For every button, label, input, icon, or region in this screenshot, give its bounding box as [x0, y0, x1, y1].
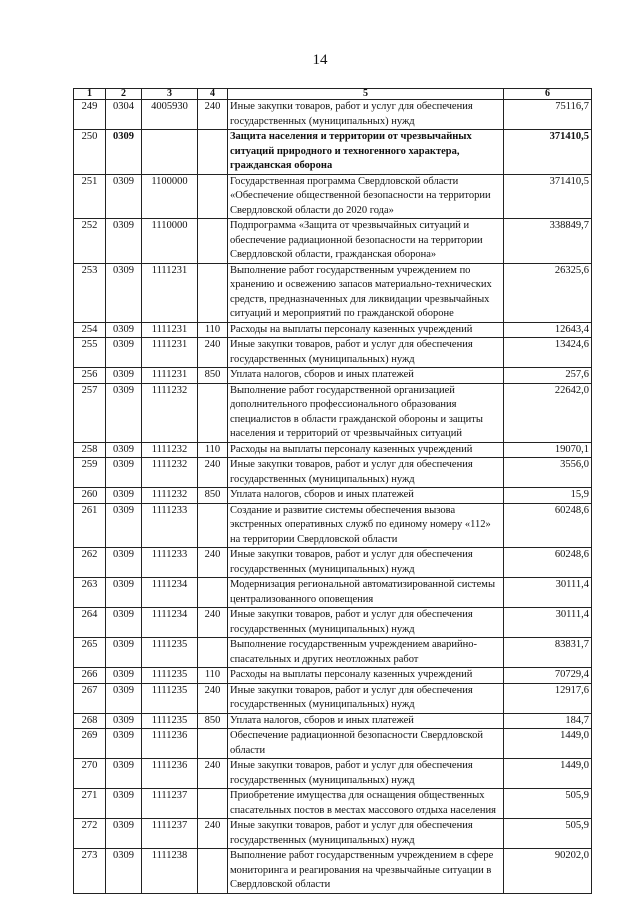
target-item-code-cell: 1111232 — [142, 442, 198, 458]
target-item-code-cell: 1111237 — [142, 819, 198, 849]
item-name-cell: Подпрограмма «Защита от чрезвычайных ситуаций и обеспечение радиационной безопасности на территории Свердловской области, гражданская оборона» — [228, 219, 504, 264]
amount-cell: 26325,6 — [504, 263, 592, 322]
section-code-cell: 0309 — [106, 729, 142, 759]
table-row — [74, 608, 592, 638]
expense-type-code-cell — [198, 729, 228, 759]
row-number-cell: 266 — [74, 668, 106, 684]
section-code-cell: 0309 — [106, 219, 142, 264]
row-number-cell: 267 — [74, 683, 106, 713]
expense-type-code-cell — [198, 849, 228, 894]
amount-cell: 505,9 — [504, 819, 592, 849]
expense-type-code-cell: 850 — [198, 713, 228, 729]
expense-type-code-cell: 110 — [198, 322, 228, 338]
target-item-code-cell: 1111236 — [142, 759, 198, 789]
row-number-cell: 268 — [74, 713, 106, 729]
section-code-cell: 0309 — [106, 383, 142, 442]
expense-type-code-cell: 240 — [198, 759, 228, 789]
table-row — [74, 442, 592, 458]
section-code-cell: 0309 — [106, 488, 142, 504]
section-code-cell: 0309 — [106, 683, 142, 713]
item-name-cell: Расходы на выплаты персоналу казенных учреждений — [228, 442, 504, 458]
item-name-cell: Модернизация региональной автоматизированной системы централизованного оповещения — [228, 578, 504, 608]
row-number-cell: 250 — [74, 130, 106, 175]
section-code-cell: 0309 — [106, 368, 142, 384]
amount-cell: 70729,4 — [504, 668, 592, 684]
expense-type-code-cell: 240 — [198, 338, 228, 368]
target-item-code-cell: 1111232 — [142, 383, 198, 442]
item-name-cell: Выполнение работ государственным учреждением в сфере мониторинга и реагирования на чрезвычайные ситуации в Свердловской области — [228, 849, 504, 894]
expense-type-code-cell — [198, 174, 228, 219]
expense-type-code-cell — [198, 130, 228, 175]
target-item-code-cell: 1111231 — [142, 368, 198, 384]
expense-type-code-cell — [198, 638, 228, 668]
section-code-cell: 0309 — [106, 789, 142, 819]
row-number-cell: 255 — [74, 338, 106, 368]
target-item-code-cell: 1111235 — [142, 638, 198, 668]
column-header-1: 1 — [74, 89, 106, 100]
item-name-cell: Защита населения и территории от чрезвычайных ситуаций природного и техногенного характера, гражданская оборона — [228, 130, 504, 175]
row-number-cell: 263 — [74, 578, 106, 608]
row-number-cell: 254 — [74, 322, 106, 338]
table-row — [74, 668, 592, 684]
table-row — [74, 789, 592, 819]
table-row — [74, 578, 592, 608]
table-row — [74, 729, 592, 759]
table-row — [74, 458, 592, 488]
target-item-code-cell: 1111231 — [142, 263, 198, 322]
row-number-cell: 257 — [74, 383, 106, 442]
target-item-code-cell: 1111235 — [142, 668, 198, 684]
amount-cell: 1449,0 — [504, 759, 592, 789]
target-item-code-cell: 1111237 — [142, 789, 198, 819]
section-code-cell: 0309 — [106, 503, 142, 548]
item-name-cell: Расходы на выплаты персоналу казенных учреждений — [228, 322, 504, 338]
table-row — [74, 759, 592, 789]
item-name-cell: Приобретение имущества для оснащения общественных спасательных постов в местах массового отдыха населения — [228, 789, 504, 819]
item-name-cell: Выполнение работ государственной организацией дополнительного профессионального образования специалистов в области гражданской обороны и защиты населения и территорий от чрезвычайных ситуаций — [228, 383, 504, 442]
section-code-cell: 0309 — [106, 263, 142, 322]
column-header-4: 4 — [198, 89, 228, 100]
amount-cell: 371410,5 — [504, 130, 592, 175]
column-header-6: 6 — [504, 89, 592, 100]
section-code-cell: 0309 — [106, 174, 142, 219]
expense-type-code-cell — [198, 219, 228, 264]
amount-cell: 3556,0 — [504, 458, 592, 488]
table-row — [74, 100, 592, 130]
row-number-cell: 261 — [74, 503, 106, 548]
row-number-cell: 260 — [74, 488, 106, 504]
amount-cell: 257,6 — [504, 368, 592, 384]
section-code-cell: 0309 — [106, 322, 142, 338]
target-item-code-cell: 1111234 — [142, 608, 198, 638]
section-code-cell: 0309 — [106, 442, 142, 458]
amount-cell: 60248,6 — [504, 548, 592, 578]
item-name-cell: Уплата налогов, сборов и иных платежей — [228, 488, 504, 504]
item-name-cell: Иные закупки товаров, работ и услуг для обеспечения государственных (муниципальных) нужд — [228, 608, 504, 638]
target-item-code-cell: 1111236 — [142, 729, 198, 759]
row-number-cell: 271 — [74, 789, 106, 819]
amount-cell: 12917,6 — [504, 683, 592, 713]
amount-cell: 1449,0 — [504, 729, 592, 759]
section-code-cell: 0309 — [106, 578, 142, 608]
amount-cell: 184,7 — [504, 713, 592, 729]
row-number-cell: 252 — [74, 219, 106, 264]
item-name-cell: Расходы на выплаты персоналу казенных учреждений — [228, 668, 504, 684]
target-item-code-cell: 1111232 — [142, 458, 198, 488]
column-header-3: 3 — [142, 89, 198, 100]
expense-type-code-cell — [198, 789, 228, 819]
amount-cell: 13424,6 — [504, 338, 592, 368]
expense-type-code-cell: 110 — [198, 668, 228, 684]
item-name-cell: Уплата налогов, сборов и иных платежей — [228, 368, 504, 384]
expense-type-code-cell: 240 — [198, 683, 228, 713]
table-row — [74, 368, 592, 384]
amount-cell: 22642,0 — [504, 383, 592, 442]
section-code-cell: 0309 — [106, 548, 142, 578]
column-header-2: 2 — [106, 89, 142, 100]
row-number-cell: 269 — [74, 729, 106, 759]
table-row — [74, 548, 592, 578]
item-name-cell: Уплата налогов, сборов и иных платежей — [228, 713, 504, 729]
section-code-cell: 0309 — [106, 759, 142, 789]
amount-cell: 19070,1 — [504, 442, 592, 458]
target-item-code-cell: 1111232 — [142, 488, 198, 504]
amount-cell: 505,9 — [504, 789, 592, 819]
expense-type-code-cell: 240 — [198, 548, 228, 578]
item-name-cell: Иные закупки товаров, работ и услуг для обеспечения государственных (муниципальных) нужд — [228, 458, 504, 488]
amount-cell: 371410,5 — [504, 174, 592, 219]
table-row — [74, 503, 592, 548]
target-item-code-cell: 1100000 — [142, 174, 198, 219]
target-item-code-cell: 1111231 — [142, 322, 198, 338]
amount-cell: 30111,4 — [504, 578, 592, 608]
section-code-cell: 0309 — [106, 458, 142, 488]
row-number-cell: 273 — [74, 849, 106, 894]
expense-type-code-cell: 240 — [198, 100, 228, 130]
target-item-code-cell: 4005930 — [142, 100, 198, 130]
amount-cell: 90202,0 — [504, 849, 592, 894]
table-row — [74, 130, 592, 175]
table-row — [74, 849, 592, 894]
section-code-cell: 0309 — [106, 819, 142, 849]
table-row — [74, 488, 592, 504]
expense-type-code-cell: 240 — [198, 458, 228, 488]
item-name-cell: Иные закупки товаров, работ и услуг для обеспечения государственных (муниципальных) нужд — [228, 819, 504, 849]
item-name-cell: Создание и развитие системы обеспечения вызова экстренных оперативных служб по единому номеру «112» на территории Свердловской области — [228, 503, 504, 548]
budget-table — [73, 88, 592, 894]
expense-type-code-cell — [198, 503, 228, 548]
page-number: 14 — [312, 52, 328, 68]
section-code-cell: 0304 — [106, 100, 142, 130]
expense-type-code-cell: 850 — [198, 488, 228, 504]
item-name-cell: Иные закупки товаров, работ и услуг для обеспечения государственных (муниципальных) нужд — [228, 759, 504, 789]
section-code-cell: 0309 — [106, 713, 142, 729]
expense-type-code-cell — [198, 578, 228, 608]
amount-cell: 75116,7 — [504, 100, 592, 130]
section-code-cell: 0309 — [106, 849, 142, 894]
target-item-code-cell: 1111235 — [142, 713, 198, 729]
row-number-cell: 270 — [74, 759, 106, 789]
table-row — [74, 338, 592, 368]
table-row — [74, 638, 592, 668]
row-number-cell: 259 — [74, 458, 106, 488]
section-code-cell: 0309 — [106, 130, 142, 175]
expense-type-code-cell: 110 — [198, 442, 228, 458]
amount-cell: 12643,4 — [504, 322, 592, 338]
expense-type-code-cell: 240 — [198, 608, 228, 638]
item-name-cell: Иные закупки товаров, работ и услуг для обеспечения государственных (муниципальных) нужд — [228, 548, 504, 578]
item-name-cell: Иные закупки товаров, работ и услуг для обеспечения государственных (муниципальных) нужд — [228, 338, 504, 368]
amount-cell: 15,9 — [504, 488, 592, 504]
row-number-cell: 256 — [74, 368, 106, 384]
table-row — [74, 683, 592, 713]
table-row — [74, 713, 592, 729]
target-item-code-cell — [142, 130, 198, 175]
expense-type-code-cell: 850 — [198, 368, 228, 384]
target-item-code-cell: 1111235 — [142, 683, 198, 713]
target-item-code-cell: 1111231 — [142, 338, 198, 368]
table-row — [74, 383, 592, 442]
table-header-row — [74, 89, 592, 100]
table-row — [74, 219, 592, 264]
column-header-5: 5 — [228, 89, 504, 100]
target-item-code-cell: 1111238 — [142, 849, 198, 894]
row-number-cell: 249 — [74, 100, 106, 130]
item-name-cell: Обеспечение радиационной безопасности Свердловской области — [228, 729, 504, 759]
table-row — [74, 174, 592, 219]
item-name-cell: Выполнение работ государственным учреждением по хранению и освежению запасов материально-технических средств, предназначенных для ликвидации чрезвычайных ситуаций и мероприятий по гражданской обороне — [228, 263, 504, 322]
amount-cell: 338849,7 — [504, 219, 592, 264]
item-name-cell: Иные закупки товаров, работ и услуг для обеспечения государственных (муниципальных) нужд — [228, 100, 504, 130]
row-number-cell: 264 — [74, 608, 106, 638]
table-row — [74, 819, 592, 849]
target-item-code-cell: 1110000 — [142, 219, 198, 264]
row-number-cell: 253 — [74, 263, 106, 322]
target-item-code-cell: 1111233 — [142, 548, 198, 578]
target-item-code-cell: 1111233 — [142, 503, 198, 548]
table-row — [74, 322, 592, 338]
expense-type-code-cell: 240 — [198, 819, 228, 849]
amount-cell: 60248,6 — [504, 503, 592, 548]
target-item-code-cell: 1111234 — [142, 578, 198, 608]
amount-cell: 30111,4 — [504, 608, 592, 638]
section-code-cell: 0309 — [106, 668, 142, 684]
row-number-cell: 272 — [74, 819, 106, 849]
row-number-cell: 251 — [74, 174, 106, 219]
expense-type-code-cell — [198, 263, 228, 322]
expense-type-code-cell — [198, 383, 228, 442]
item-name-cell: Государственная программа Свердловской области «Обеспечение общественной безопасности на территории Свердловской области до 2020 года» — [228, 174, 504, 219]
item-name-cell: Выполнение государственным учреждением аварийно-спасательных и других неотложных работ — [228, 638, 504, 668]
row-number-cell: 258 — [74, 442, 106, 458]
section-code-cell: 0309 — [106, 638, 142, 668]
section-code-cell: 0309 — [106, 608, 142, 638]
row-number-cell: 262 — [74, 548, 106, 578]
amount-cell: 83831,7 — [504, 638, 592, 668]
table-row — [74, 263, 592, 322]
item-name-cell: Иные закупки товаров, работ и услуг для обеспечения государственных (муниципальных) нужд — [228, 683, 504, 713]
section-code-cell: 0309 — [106, 338, 142, 368]
row-number-cell: 265 — [74, 638, 106, 668]
